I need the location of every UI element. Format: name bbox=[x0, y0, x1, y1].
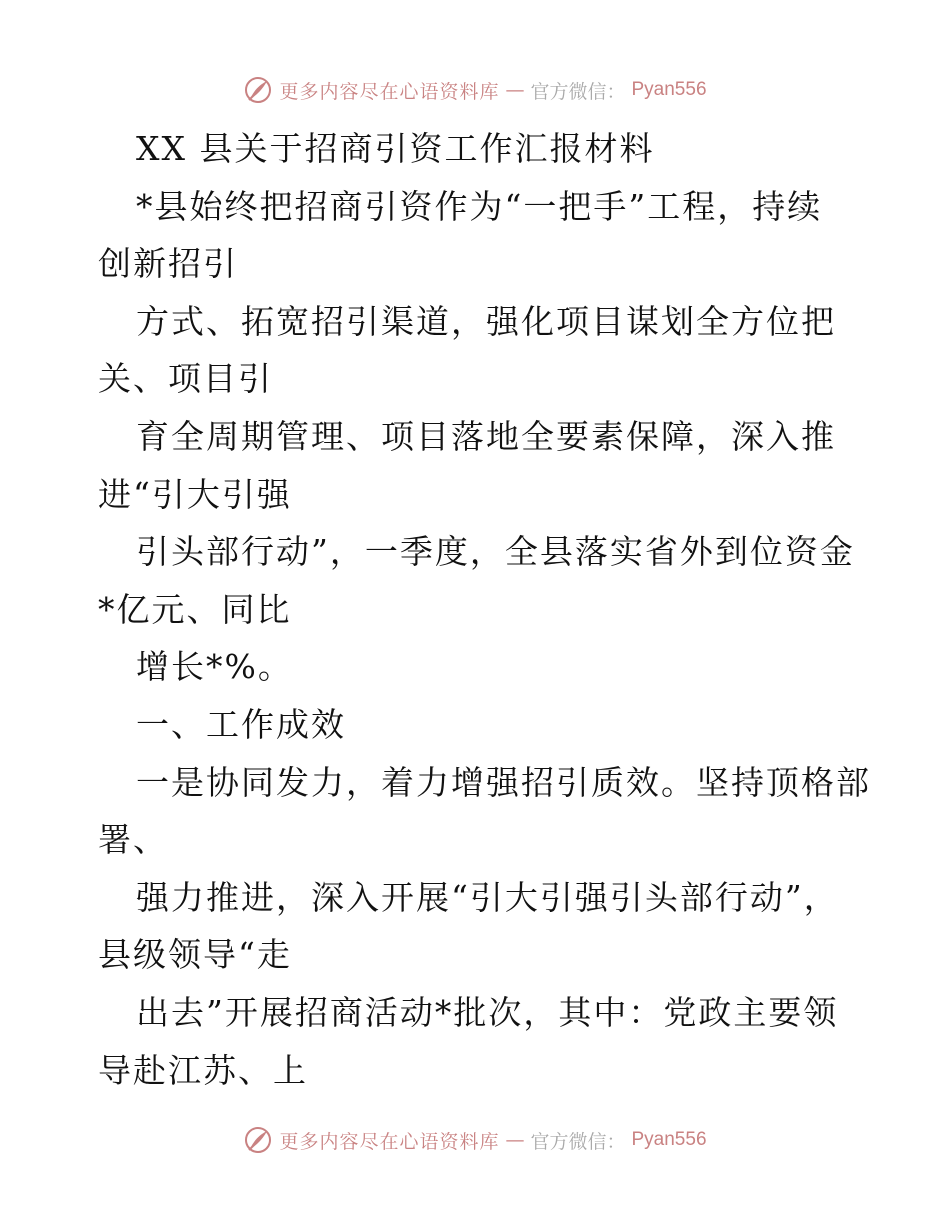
text-line: 一、工作成效 bbox=[136, 704, 346, 744]
text-line: 方式、拓宽招引渠道，强化项目谋划全方位把 bbox=[136, 301, 836, 341]
text-line: 增长*%。 bbox=[136, 647, 293, 687]
banner-separator: — bbox=[505, 1129, 525, 1151]
quill-logo-icon bbox=[243, 1125, 273, 1155]
text-line: *县始终把招商引资作为“一把手”工程，持续 bbox=[136, 186, 823, 226]
text-line: 引头部行动”，一季度，全县落实省外到位资金 bbox=[136, 532, 855, 572]
banner-contact-label: 官方微信： bbox=[530, 80, 626, 103]
banner-text: 更多内容尽在心语资料库 bbox=[279, 1130, 500, 1153]
text-line: 出去”开展招商活动*批次，其中：党政主要领 bbox=[136, 992, 839, 1032]
banner-text: 更多内容尽在心语资料库 bbox=[279, 80, 500, 103]
header-watermark-banner bbox=[0, 70, 950, 110]
document-body bbox=[98, 120, 871, 1099]
banner-separator: — bbox=[505, 79, 525, 101]
text-line: 导赴江苏、上 bbox=[98, 1050, 308, 1090]
banner-contact-id: Pyan556 bbox=[631, 1129, 707, 1150]
banner-contact-id: Pyan556 bbox=[631, 79, 707, 100]
text-line: *亿元、同比 bbox=[98, 589, 292, 629]
banner-contact-label: 官方微信： bbox=[530, 1130, 626, 1153]
text-line: 进“引大引强 bbox=[98, 474, 292, 514]
text-line: 育全周期管理、项目落地全要素保障，深入推 bbox=[136, 416, 836, 456]
text-line: 创新招引 bbox=[98, 244, 238, 284]
text-line: XX 县关于招商引资工作汇报材料 bbox=[136, 129, 655, 168]
text-line: 强力推进，深入开展“引大引强引头部行动”， bbox=[136, 877, 839, 917]
footer-watermark-banner bbox=[0, 1120, 950, 1160]
text-line: 关、项目引 bbox=[98, 359, 273, 399]
text-line: 一是协同发力，着力增强招引质效。坚持顶格部 bbox=[136, 762, 871, 802]
text-line: 县级领导“走 bbox=[98, 935, 292, 975]
text-line: 署、 bbox=[98, 820, 168, 860]
quill-logo-icon bbox=[243, 75, 273, 105]
